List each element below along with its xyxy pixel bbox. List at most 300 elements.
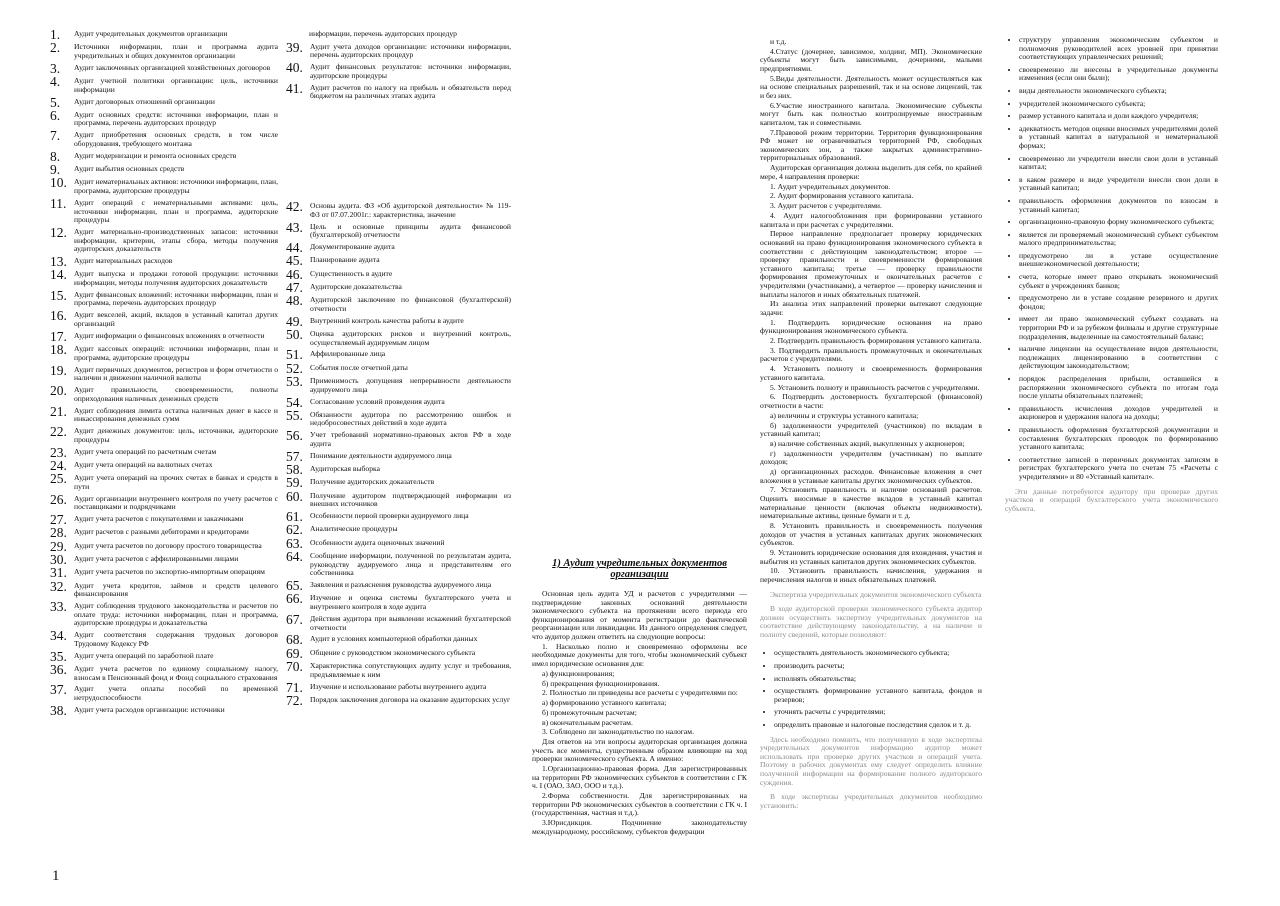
item-text: Аудит финансовых вложений: источники информации, план и программа, перечень аудиторских процедур xyxy=(74,289,278,308)
paragraph: г) задолженности учредителям (участникам) по выплате доходов; xyxy=(760,448,982,467)
item-number: 45. xyxy=(286,253,303,269)
list-item xyxy=(286,591,511,612)
list-item xyxy=(50,175,278,196)
bullet-list xyxy=(760,649,982,729)
item-text: Понимание деятельности аудируемого лица xyxy=(310,450,452,460)
item-text: Аудит учета расчетов по договору простого товарищества xyxy=(74,540,262,550)
list-item xyxy=(50,162,278,178)
item-number: 2. xyxy=(50,40,61,56)
item-text: Аудит организации внутреннего контроля по учету расчетов с поставщиками и подрядчиками xyxy=(74,493,278,512)
list-item xyxy=(286,347,511,363)
list-item xyxy=(50,27,278,42)
item-text: Документирование аудита xyxy=(310,242,395,252)
item-text: Учет требований нормативно-правовых актов РФ в ходе аудита xyxy=(310,430,511,448)
item-number: 58. xyxy=(286,462,303,478)
section-body-continued xyxy=(760,38,982,585)
item-text: Аналитические процедуры xyxy=(310,524,398,534)
bullet-item: • учредителей экономического субъекта; xyxy=(1019,100,1218,109)
item-text: Аффилированные лица xyxy=(310,349,386,359)
paragraph: Основная цель аудита УД и расчетов с учредителями — подтверждение законных оснований деятельности экономического субъекта на протяжении всего периода его функционирования от момента регистрации до фактической реорганизации или ликвидации. Из данного определения следует, что аудитор должен ответить на следующие вопросы: xyxy=(532,589,747,641)
item-text: Аудит учета оплаты пособий по временной нетрудоспособности xyxy=(74,684,278,702)
item-text: Аудит операций с нематериальными активами: цель, источники информации, план и программа, аудиторские процедуры xyxy=(74,197,278,225)
item-text: Изучение и оценка системы бухгалтерского учета и внутреннего контроля в ходе аудита xyxy=(310,593,511,612)
list-item xyxy=(50,444,278,460)
paragraph: 1. Насколько полно и своевременно оформлены все необходимые документы для того, чтобы экономический субъект имел юридические основания для: xyxy=(532,641,747,668)
paragraph: 5. Установить полноту и правильность расчетов с учредителями. xyxy=(770,382,980,392)
item-number: 69. xyxy=(286,645,303,661)
paragraph: 3. Аудит расчетов с учредителями. xyxy=(770,201,882,211)
item-text: Аудит выбытия основных средств xyxy=(74,164,185,174)
list-item xyxy=(50,661,278,682)
item-text: Источники информации, план и программа аудита учредительных и общих документов организации xyxy=(74,42,278,60)
list-item xyxy=(50,538,278,554)
list-item xyxy=(286,240,511,256)
item-text: Изучение и использование работы внутреннего аудита xyxy=(310,681,487,691)
bullet-item: • исполнять обязательства; xyxy=(774,675,982,684)
item-number: 70. xyxy=(286,659,303,675)
item-text: Аудиторские доказательства xyxy=(310,281,402,291)
item-text: Аудит денежных документов: цель, источники, аудиторские процедуры xyxy=(74,426,278,444)
item-text: Аудит учета операций на валютных счетах xyxy=(74,459,213,469)
item-number: 9. xyxy=(50,162,61,178)
list-item xyxy=(50,74,278,94)
paragraph: б) задолженности учредителей (участников) по вкладам в уставный капитал; xyxy=(760,420,982,439)
item-number: 72. xyxy=(286,692,303,708)
item-text: Аудит договорных отношений организации xyxy=(74,96,215,106)
item-number: 16. xyxy=(50,308,67,324)
item-number: 17. xyxy=(50,328,67,344)
column-2 xyxy=(286,30,511,709)
item-text: Аудит соответствия содержания трудовых договоров Трудовому Кодексу РФ xyxy=(74,630,278,648)
bullet-item: • виды деятельности экономического субъекта; xyxy=(1019,87,1218,96)
question-list-2b xyxy=(286,199,511,708)
list-item xyxy=(50,648,278,664)
item-number: 57. xyxy=(286,448,303,464)
list-item xyxy=(50,362,278,383)
bullet-item: • размер уставного капитала и доли каждого учредителя; xyxy=(1019,112,1218,121)
bullet-item: • структуру управления экономическим субъектом и полномочия руководителей всех уровней при принятии соответствующих управленческих решений; xyxy=(1019,36,1218,62)
bullet-item: • правильность оформления бухгалтерской документации и составления бухгалтерских проводок по формированию уставного капитала; xyxy=(1019,426,1218,452)
list-item xyxy=(50,512,278,528)
item-text: Применимость допущения непрерывности деятельности аудируемого лица xyxy=(310,376,511,394)
item-text: Действия аудитора при выявлении искажений бухгалтерской отчетности xyxy=(310,613,511,632)
bullet-item: • счета, которые имеет право открывать экономический субъект в учреждениях банков; xyxy=(1019,273,1218,290)
item-number: 64. xyxy=(286,549,303,565)
bullet-item: • адекватность методов оценки вносимых учредителями долей в уставный капитал в натуральной и нематериальной формах; xyxy=(1019,125,1218,151)
item-text: Аудит первичных документов, регистров и форм отчетности о наличии и движении наличной валюты xyxy=(74,364,278,383)
item-number: 62. xyxy=(286,522,303,538)
list-item xyxy=(50,40,278,60)
page-number: 1 xyxy=(52,868,60,884)
list-item xyxy=(50,403,278,424)
item-text: Аудит учета операций на прочих счетах в банках и средств в пути xyxy=(74,473,278,491)
item-text: Согласование условий проведения аудита xyxy=(310,396,445,406)
item-number: 68. xyxy=(286,632,303,648)
item-text: Существенность в аудите xyxy=(310,268,393,278)
item-number: 39. xyxy=(286,39,303,55)
item-text: Получение аудитором подтверждающей информации из внешних источников xyxy=(310,490,511,509)
item-number: 42. xyxy=(286,199,303,215)
item-text: Аудит материально-производственных запасов: источники информации, критерии, этапы сбора, методы получения аудиторских доказательств xyxy=(74,226,278,254)
item-text: Аудит учета расчетов по единому социальному налогу, взносам в Пенсионный фонд и Фонд социального страхования xyxy=(74,663,278,682)
bullet-item: • правильность исчисления доходов учредителей и акционеров и удержания налога на доходы; xyxy=(1019,405,1218,422)
list-item xyxy=(50,457,278,473)
list-item xyxy=(50,383,278,403)
item-number: 21. xyxy=(50,403,67,419)
item-number: 12. xyxy=(50,224,67,240)
item-number: 48. xyxy=(286,293,303,309)
item-text: Аудит учетной политики организации: цель, источники информации xyxy=(74,76,278,94)
list-item xyxy=(286,509,511,525)
paragraph: 5.Виды деятельности. Деятельность может осуществляться как на основе специальных разрешений, так и на основе лицензий, так и без них. xyxy=(760,73,982,100)
list-item xyxy=(286,448,511,464)
item-number: 3. xyxy=(50,60,61,76)
list-item xyxy=(50,628,278,648)
item-text: Характеристика сопутствующих аудиту услуг и требования, предъявляемые к ним xyxy=(310,661,511,679)
item-text: Аудит учета операций по расчетным счетам xyxy=(74,446,217,456)
list-item xyxy=(286,522,511,538)
item-text: Аудит учета расходов организации: источники xyxy=(74,704,225,714)
list-item xyxy=(50,328,278,344)
list-item xyxy=(286,659,511,679)
item-text: Аудит заключенных организацией хозяйственных договоров xyxy=(74,62,271,72)
item-number: 25. xyxy=(50,471,67,487)
list-item xyxy=(286,535,511,551)
item-number: 4. xyxy=(50,74,61,90)
list-item xyxy=(50,148,278,164)
item-number: 27. xyxy=(50,512,67,528)
item-number: 33. xyxy=(50,599,67,615)
item-text: Аудит векселей, акций, вкладов в уставный капитал других организаций xyxy=(74,310,278,328)
list-item xyxy=(286,692,511,708)
list-item xyxy=(286,293,511,313)
paragraph: а) величины и структуры уставного капитала; xyxy=(770,410,919,420)
item-text: Аудит учета расчетов с аффилированными лицами xyxy=(74,553,239,563)
item-number: 1. xyxy=(50,27,61,42)
paragraph: Аудиторская организация должна выделить для себя, по крайней мере, 4 направления проверки: xyxy=(760,163,982,181)
list-item xyxy=(286,549,511,578)
item-text: Сообщение информации, полученной по результатам аудита, руководству аудируемого лица и представителям его собственника xyxy=(310,551,511,578)
item-text: Аудит финансовых результатов: источники информации, аудиторские процедуры xyxy=(310,62,511,80)
paragraph: 7. Установить правильность и наличие оснований расчетов. Оценить вносимые в качестве вкладов в уставный капитал материальные ценности (включая объекты недвижимости), нематериальные активы, ценные бумаги и т. д. xyxy=(760,485,982,521)
item-number: 29. xyxy=(50,538,67,554)
item-number: 24. xyxy=(50,457,67,473)
item-number: 55. xyxy=(286,407,303,423)
item-number: 52. xyxy=(286,360,303,376)
item-number: 50. xyxy=(286,326,303,342)
list-item xyxy=(286,374,511,394)
list-item xyxy=(50,60,278,76)
item-text: Обязанности аудитора по рассмотрению ошибок и недобросовестных действий в ходе аудита xyxy=(310,409,511,428)
list-item xyxy=(286,462,511,478)
list-item xyxy=(50,702,278,718)
bullet-item: • имеет ли право экономический субъект создавать на территории РФ и за рубежом филиалы и другие структурные подразделения, выделенные на самостоятельный баланс; xyxy=(1019,315,1218,341)
list-item xyxy=(286,266,511,282)
list-item xyxy=(50,565,278,581)
paragraph: Из анализа этих направлений проверки вытекают следующие задачи: xyxy=(760,299,982,317)
bullet-item: • осуществлять деятельность экономического субъекта; xyxy=(774,649,982,658)
paragraph: в) окончательным расчетам. xyxy=(542,717,633,727)
item-number: 63. xyxy=(286,535,303,551)
paragraph: 1. Аудит учредительных документов. xyxy=(770,181,891,191)
item-text: Аудит учета расчетов с покупателями и заказчиками xyxy=(74,514,244,524)
list-item xyxy=(50,471,278,491)
item-number: 36. xyxy=(50,661,67,677)
item-text: Аудит информации о финансовых вложениях в отчетности xyxy=(74,330,265,340)
list-item xyxy=(50,424,278,444)
list-item xyxy=(286,313,511,329)
paragraph: 2. Полностью ли приведены все расчеты с учредителями по: xyxy=(542,688,738,698)
bullet-item: • предусмотрено ли в уставе создание резервного и других фондов; xyxy=(1019,294,1218,311)
item-text: Аудит правильности, своевременности, полноты оприходования наличных денежных средств xyxy=(74,385,278,403)
paragraph: 4. Аудит налогообложения при формировании уставного капитала и при расчетах с учредителями. xyxy=(760,210,982,229)
list-item xyxy=(50,491,278,512)
list-item xyxy=(286,279,511,295)
item-text: Аудит расчетов по налогу на прибыль и обязательств перед бюджетом на различных этапах аудита xyxy=(310,82,511,101)
item-text: Аудит приобретения основных средств, в том числе оборудования, требующего монтажа xyxy=(74,130,278,148)
list-item xyxy=(286,488,511,509)
list-item xyxy=(50,195,278,225)
blank-gap xyxy=(286,104,511,202)
bullet-item: • предусмотрено ли в уставе осуществление внешнеэкономической деятельности; xyxy=(1019,252,1218,269)
paragraph: 3.Юрисдикция. Подчинение законодательству международному, российскому, субъектов федерации xyxy=(532,818,747,836)
item-number: 7. xyxy=(50,128,61,144)
item-number: 32. xyxy=(50,578,67,594)
item-number: 53. xyxy=(286,374,303,390)
item-text: Аудит учредительных документов организации xyxy=(74,29,228,38)
bullet-item: • является ли проверяемый экономический субъект субъектом малого предпринимательства; xyxy=(1019,231,1218,248)
item-number: 46. xyxy=(286,266,303,282)
checklist xyxy=(1005,36,1218,482)
item-text: События после отчетной даты xyxy=(310,362,408,372)
item-text: Планирование аудита xyxy=(310,255,380,265)
list-item xyxy=(50,525,278,541)
list-item xyxy=(286,80,511,101)
paragraph: 2.Форма собственности. Для зарегистрированных на территории РФ экономических субъектов в соответствии с ГК ч. I (государственная, частная и т.д.). xyxy=(532,791,747,818)
item-number: 31. xyxy=(50,565,67,581)
item-number: 20. xyxy=(50,383,67,399)
list-item xyxy=(286,219,511,240)
paragraph: 8. Установить правильность и своевременность получения доходов от участия в уставных капиталах других экономических субъектов. xyxy=(760,520,982,548)
paragraph: 7.Правовой режим территории. Территория функционирования РФ может не ограничиваться территорией РФ, свободных экономических зон, а также закрытых административно-территориальных образований. xyxy=(760,127,982,163)
list-item xyxy=(286,632,511,648)
item-number: 15. xyxy=(50,287,67,303)
column-1 xyxy=(50,27,278,719)
item-number: 43. xyxy=(286,219,303,235)
item-text: Внутренний контроль качества работы в аудите xyxy=(310,315,464,325)
list-item xyxy=(286,679,511,695)
item-number: 38. xyxy=(50,702,67,718)
list-item xyxy=(50,224,278,254)
item-number: 5. xyxy=(50,94,61,110)
bullet-item: • в каком размере и виде учредители внесли свои доли в уставный капитал; xyxy=(1019,176,1218,193)
paragraph: 2. Аудит формирования уставного капитала. xyxy=(770,191,914,201)
item-number: 49. xyxy=(286,313,303,329)
list-item xyxy=(50,308,278,328)
item-text: Аудит нематериальных активов: источники информации, план, программа, аудиторские процедуры xyxy=(74,177,278,196)
list-item xyxy=(286,578,511,594)
gray-subheading: Экспертиза учредительных документов экономического субъекта xyxy=(770,589,982,599)
item-number: 44. xyxy=(286,240,303,256)
item-number: 37. xyxy=(50,682,67,698)
continued-text: информации, перечень аудиторских процедур xyxy=(309,29,457,38)
item-number: 47. xyxy=(286,279,303,295)
gray-note: Эти данные потребуются аудитору при проверке других участков и операций бухгалтерского учета экономического субъекта. xyxy=(1005,486,1218,513)
item-number: 30. xyxy=(50,551,67,567)
item-number: 71. xyxy=(286,679,303,695)
item-number: 56. xyxy=(286,428,303,444)
item-number: 11. xyxy=(50,195,67,211)
item-number: 18. xyxy=(50,342,67,358)
item-text: Аудит основных средств: источники информации, план и программа, перечень аудиторских процедур xyxy=(74,109,278,128)
item-text: Заявления и разъяснения руководства аудируемого лица xyxy=(310,580,492,590)
list-item xyxy=(50,578,278,599)
paragraph: 3. Подтвердить правильность промежуточных и окончательных расчетов с учредителями. xyxy=(760,345,982,364)
paragraph: Первое направление предполагает проверку юридических оснований на право функционирования экономического субъекта в соответствии с действующим законодательством; второе — проверку правильности и своевременности формирования уставного капитала; третье — проверку правильности формирования промежуточных и окончательных расчетов с учредителями (участниками), а четвертое — проверку начисления и выплаты налогов и иных обязательных платежей. xyxy=(760,229,982,299)
paragraph: 10. Установить правильность начисления, удержания и перечисления налогов и иных обязательных платежей. xyxy=(760,566,982,584)
bullet-item: • уточнять расчеты с учредителями; xyxy=(774,708,982,717)
list-item xyxy=(50,94,278,110)
list-item xyxy=(286,475,511,491)
paragraph: а) функционирования; xyxy=(542,668,615,678)
item-number: 10. xyxy=(50,175,67,191)
paragraph: 6.Участие иностранного капитала. Экономические субъекты могут быть как полностью контролируемые иностранным капиталом, так и совместными. xyxy=(760,100,982,127)
question-list-2a xyxy=(286,39,511,101)
list-item xyxy=(286,60,511,80)
paragraph: 4.Статус (дочернее, зависимое, холдинг, МП). Экономические субъекты могут быть зависимыми, дочерними, малыми предприятиями. xyxy=(760,46,982,73)
paragraph: 2. Подтвердить правильность формирования уставного капитала. xyxy=(770,336,982,346)
paragraph: б) прекращения функционирования. xyxy=(542,678,660,688)
question-list-1 xyxy=(50,27,278,718)
item-number: 41. xyxy=(286,80,303,96)
section-heading: 1) Аудит учредительных документов организации xyxy=(552,558,727,580)
paragraph: В ходе экспертизы учредительных документов необходимо установить: xyxy=(760,792,982,810)
item-number: 6. xyxy=(50,107,61,123)
list-item xyxy=(286,360,511,376)
paragraph: д) организационных расходов. Финансовые вложения в счет вложения в уставные капиталы других экономических субъектов. xyxy=(760,467,982,485)
section-body xyxy=(532,590,747,836)
item-number: 34. xyxy=(50,628,67,644)
item-text: Основы аудита. ФЗ «Об аудиторской деятельности» № 119-ФЗ от 07.07.2001г.: характеристика, значение xyxy=(310,201,511,219)
item-number: 13. xyxy=(50,254,67,270)
item-text: Аудит кассовых операций: источники информации, план и программа, аудиторские процедуры xyxy=(74,344,278,362)
item-text: Цель и основные принципы аудита финансовой (бухгалтерской) отчетности xyxy=(310,221,511,240)
item-number: 28. xyxy=(50,525,67,541)
bullet-item: • своевременно ли учредители внесли свои доли в уставный капитал; xyxy=(1019,155,1218,172)
item-number: 19. xyxy=(50,362,67,378)
column-3 xyxy=(532,558,747,837)
item-text: Аудит выпуска и продажи готовой продукции: источники информации, методы получения аудиторских доказательств xyxy=(74,269,278,287)
item-text: Аудит модернизации и ремонта основных средств xyxy=(74,150,237,160)
item-number: 35. xyxy=(50,648,67,664)
list-item xyxy=(50,254,278,270)
paragraph: а) формированию уставного капитала; xyxy=(542,698,667,708)
paragraph: и т.д. xyxy=(770,37,787,46)
paragraph: 1.Организационно-правовая форма. Для зарегистрированных на территории РФ экономических субъектов в соответствии с ГК ч. I (ОАО, ЗАО, ООО и т.д.). xyxy=(532,764,747,791)
item-text: Особенности аудита оценочных значений xyxy=(310,537,445,547)
item-text: Аудиторской заключение по финансовой (бухгалтерской) отчетности xyxy=(310,295,511,313)
item-number: 26. xyxy=(50,491,67,507)
item-text: Аудит учета операций по заработной плате xyxy=(74,650,214,660)
bullet-item: • организационно-правовую форму экономического субъекта; xyxy=(1019,218,1218,227)
column-5 xyxy=(1005,36,1218,515)
bullet-item: • производить расчеты; xyxy=(774,662,982,671)
item-number: 23. xyxy=(50,444,67,460)
paragraph: в) наличие собственных акций, выкупленных у акционеров; xyxy=(770,438,965,448)
item-number: 14. xyxy=(50,267,67,283)
paragraph: 6. Подтвердить достоверность бухгалтерской (финансовой) отчетности в части: xyxy=(760,392,982,410)
paragraph: Для ответов на эти вопросы аудиторская организация должна учесть все моменты, существенным образом влияющие на ход проверки экономического субъекта. А именно: xyxy=(532,737,747,764)
item-text: Аудит учета расчетов по экспортно-импортным операциям xyxy=(74,567,265,577)
list-item xyxy=(50,599,278,628)
list-item xyxy=(286,199,511,219)
paragraph: 1. Подтвердить юридические основания на право функционирования экономического субъекта. xyxy=(760,317,982,336)
item-text: Особенности первой проверки аудируемого лица xyxy=(310,511,469,521)
list-item xyxy=(286,407,511,428)
paragraph: 9. Установить юридические основания для вхождения, участия и выбытия из уставных капиталов других экономических субъектов. xyxy=(760,547,982,566)
column-4 xyxy=(760,38,982,812)
paragraph: 4. Установить полноту и своевременность формирования уставного капитала. xyxy=(760,364,982,382)
item-text: Общение с руководством экономического субъекта xyxy=(310,647,476,657)
list-item xyxy=(286,645,511,661)
item-number: 40. xyxy=(286,60,303,76)
list-item xyxy=(286,39,511,60)
item-number: 54. xyxy=(286,394,303,410)
item-number: 59. xyxy=(286,475,303,491)
item-text: Аудит в условиях компьютерной обработки данных xyxy=(310,634,478,644)
item-text: Порядок заключения договора на оказание аудиторских услуг xyxy=(310,694,511,704)
list-item xyxy=(50,551,278,567)
paragraph: б) промежуточным расчетам; xyxy=(542,707,637,717)
item-text: Аудиторская выборка xyxy=(310,464,380,474)
list-item xyxy=(50,267,278,287)
list-item xyxy=(50,128,278,148)
item-text: Аудит расчетов с разными дебиторами и кредиторами xyxy=(74,527,249,537)
item-text: Аудит материальных расходов xyxy=(74,256,173,266)
list-item xyxy=(50,287,278,308)
list-item xyxy=(286,428,511,448)
item-text: Получение аудиторских доказательств xyxy=(310,477,435,487)
list-item xyxy=(50,342,278,362)
gray-tail xyxy=(760,736,982,811)
paragraph: Здесь необходимо помнить, что полученную в ходе экспертизы учредительных документов информацию аудитор может использовать при проверке других участков и операций учета. Поэтому в рабочих документах ему следует определить влияние полученной информации на формирование полного аудиторского суждения. xyxy=(760,734,982,787)
list-item xyxy=(50,107,278,128)
item-number: 60. xyxy=(286,488,303,504)
item-number: 51. xyxy=(286,347,303,363)
list-item xyxy=(286,611,511,632)
list-item xyxy=(286,394,511,410)
item-text: Аудит соблюдения трудового законодательства и расчетов по оплате труда: источники информации, план и программа, аудиторские процедуры и доказательства xyxy=(74,601,278,628)
item-number: 61. xyxy=(286,509,303,525)
bullet-item: • наличие лицензии на осуществление видов деятельности, подлежащих лицензированию в соответствии с действующим законодательством; xyxy=(1019,345,1218,371)
bullet-item: • своевременно ли внесены в учредительные документы изменения (если они были); xyxy=(1019,66,1218,83)
item-number: 67. xyxy=(286,611,303,627)
item-text: Оценка аудиторских рисков и внутренний контроль, осуществляемый аудируемым лицом xyxy=(310,328,511,347)
gray-paragraph: В ходе аудиторской проверки экономического субъекта аудитор должен осуществить экспертизу учредительных документов на соответствие действующему законодательству, а на наличие и полноту сведений, которые позволяют: xyxy=(760,604,982,639)
list-item xyxy=(286,326,511,347)
list-item xyxy=(286,253,511,269)
bullet-item: • порядок распределения прибыли, оставшейся в распоряжении экономического субъекта по итогам года после уплаты обязательных платежей; xyxy=(1019,375,1218,401)
list-item xyxy=(50,682,278,702)
bullet-item: • осуществлять формирование уставного капитала, фондов и резервов; xyxy=(774,687,982,704)
item-text: Аудит учета кредитов, займов и средств целевого финансирования xyxy=(74,580,278,599)
paragraph: 3. Соблюдено ли законодательство по налогам. xyxy=(542,727,694,737)
item-number: 22. xyxy=(50,424,67,440)
item-text: Аудит соблюдения лимита остатка наличных денег в кассе и инкассирования денежных сумм xyxy=(74,405,278,424)
bullet-item: • определить правовые и налоговые последствия сделок и т. д. xyxy=(774,721,982,730)
item-number: 65. xyxy=(286,578,303,594)
item-number: 8. xyxy=(50,148,61,164)
